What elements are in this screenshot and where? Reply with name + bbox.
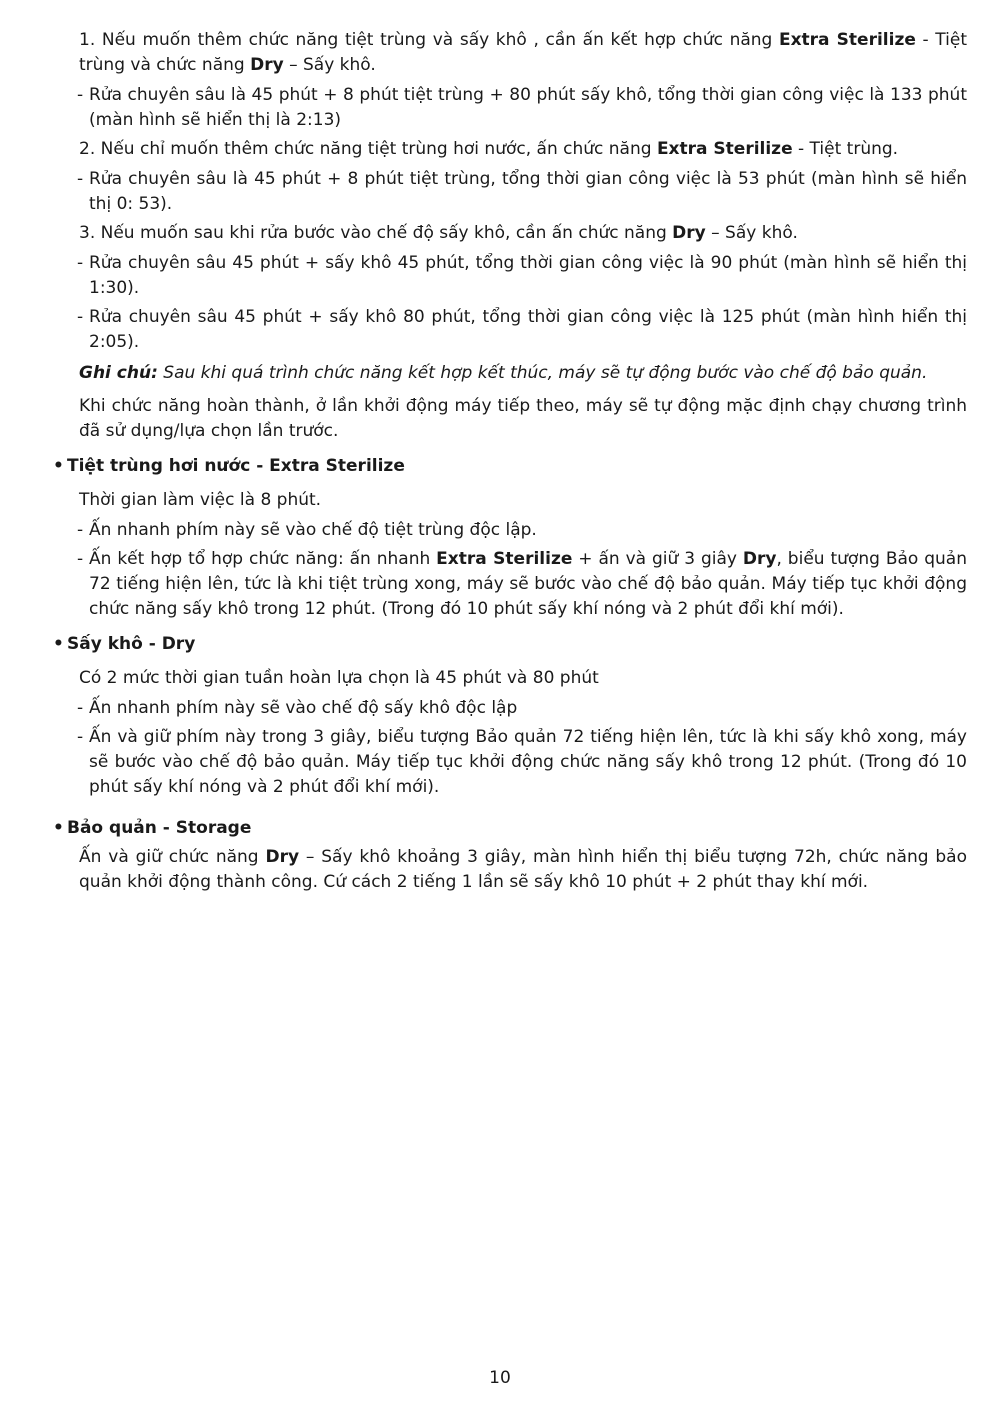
heading-dry: • Sấy khô - Dry — [57, 632, 967, 657]
sterilize-detail-1: - Ấn nhanh phím này sẽ vào chế độ tiệt trùng độc lập. — [57, 518, 967, 543]
after-note-text: Khi chức năng hoàn thành, ở lần khởi động máy tiếp theo, máy sẽ tự động mặc định chạy chương trình đã sử dụng/lựa chọn lần trước. — [79, 396, 967, 441]
step-1-detail: - Rửa chuyên sâu là 45 phút + 8 phút tiệt trùng + 80 phút sấy khô, tổng thời gian công việc là 133 phút (màn hình sẽ hiển thị là 2:13) — [57, 83, 967, 133]
note: Ghi chú: Sau khi quá trình chức năng kết hợp kết thúc, máy sẽ tự động bước vào chế độ bảo quản. — [79, 363, 928, 383]
dry-levels: Có 2 mức thời gian tuần hoàn lựa chọn là 45 phút và 80 phút — [79, 668, 599, 688]
step-1: 1. Nếu muốn thêm chức năng tiệt trùng và sấy khô , cần ấn kết hợp chức năng Extra Sterilize - Tiệt trùng và chức năng Dry – Sấy khô. — [79, 30, 967, 75]
page-content — [57, 28, 967, 900]
dry-detail-1: - Ấn nhanh phím này sẽ vào chế độ sấy khô độc lập — [57, 696, 967, 721]
heading-extra-sterilize: • Tiệt trùng hơi nước - Extra Sterilize — [57, 454, 967, 479]
storage-text: Ấn và giữ chức năng Dry – Sấy khô khoảng 3 giây, màn hình hiển thị biểu tượng 72h, chức năng bảo quản khởi động thành công. Cứ cách 2 tiếng 1 lần sẽ sấy khô 10 phút + 2 phút thay khí mới. — [79, 847, 967, 892]
dry-detail-2: - Ấn và giữ phím này trong 3 giây, biểu tượng Bảo quản 72 tiếng hiện lên, tức là khi sấy khô xong, máy sẽ bước vào chế độ bảo quản. Máy tiếp tục khởi động chức năng sấy khô trong 12 phút. (Trong đó 10 phút sấy khí nóng và 2 phút đổi khí mới). — [57, 725, 967, 800]
step-3: 3. Nếu muốn sau khi rửa bước vào chế độ sấy khô, cần ấn chức năng Dry – Sấy khô. — [79, 223, 798, 243]
step-3-detail-1: - Rửa chuyên sâu 45 phút + sấy khô 45 phút, tổng thời gian công việc là 90 phút (màn hình sẽ hiển thị 1:30). — [57, 251, 967, 301]
step-2: 2. Nếu chỉ muốn thêm chức năng tiệt trùng hơi nước, ấn chức năng Extra Sterilize - Tiệt trùng. — [79, 139, 899, 159]
step-2-detail: - Rửa chuyên sâu là 45 phút + 8 phút tiệt trùng, tổng thời gian công việc là 53 phút (màn hình sẽ hiển thị 0: 53). — [57, 167, 967, 217]
sterilize-time: Thời gian làm việc là 8 phút. — [79, 490, 322, 510]
note-label: Ghi chú: — [79, 363, 158, 383]
heading-storage: • Bảo quản - Storage — [57, 816, 967, 841]
page-number: 10 — [489, 1368, 511, 1388]
step-3-detail-2: - Rửa chuyên sâu 45 phút + sấy khô 80 phút, tổng thời gian công việc là 125 phút (màn hình hiển thị 2:05). — [57, 305, 967, 355]
sterilize-detail-2: - Ấn kết hợp tổ hợp chức năng: ấn nhanh Extra Sterilize + ấn và giữ 3 giây Dry, biểu tượng Bảo quản 72 tiếng hiện lên, tức là khi tiệt trùng xong, máy sẽ bước vào chế độ bảo quản. Máy tiếp tục khởi động chức năng sấy khô trong 12 phút. (Trong đó 10 phút sấy khí nóng và 2 phút đổi khí mới). — [57, 547, 967, 622]
